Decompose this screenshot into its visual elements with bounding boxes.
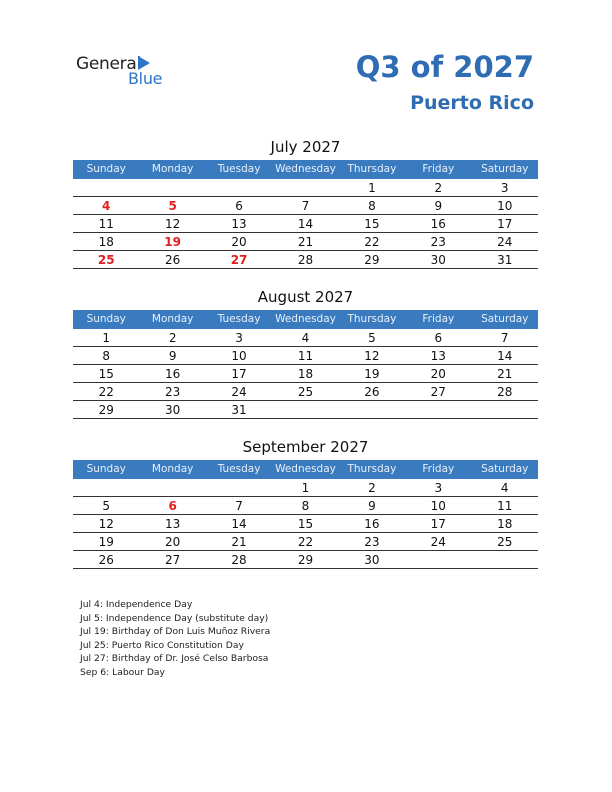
day-cell: 18	[297, 367, 314, 381]
day-cell: 29	[364, 253, 380, 267]
day-cell: 17	[497, 217, 513, 231]
day-cell: 18	[98, 235, 114, 249]
logo-blue-text: Blue	[128, 69, 163, 88]
day-cell	[339, 402, 405, 418]
day-cell: 27	[164, 553, 181, 567]
day-cell: 4	[301, 331, 310, 345]
day-cell: 20	[430, 367, 446, 381]
weekday-label: Thursday	[347, 163, 397, 175]
month-calendar	[73, 136, 538, 269]
logo-general-text: General	[76, 54, 141, 74]
day-cell	[472, 552, 538, 568]
weekday-header	[73, 160, 538, 179]
weekday-label: Sunday	[86, 313, 126, 325]
day-cell: 29	[98, 403, 114, 417]
day-cell: 16	[430, 217, 446, 231]
day-cell	[73, 180, 139, 196]
week-row	[73, 216, 538, 233]
week-row	[73, 402, 538, 419]
weekday-label: Friday	[422, 313, 455, 325]
day-cell: 7	[301, 199, 310, 213]
day-cell: 9	[434, 199, 443, 213]
day-cell: 26	[164, 253, 181, 267]
day-cell: 6	[434, 331, 443, 345]
day-cell: 11	[297, 349, 314, 363]
day-cell: 7	[235, 499, 243, 513]
day-cell: 20	[164, 535, 181, 549]
day-cell: 14	[231, 517, 247, 531]
day-cell: 15	[98, 367, 114, 381]
weekday-label: Sunday	[86, 463, 126, 475]
day-cell: 5	[102, 499, 111, 513]
day-cell: 17	[430, 517, 446, 531]
day-cell: 12	[98, 517, 114, 531]
day-cell: 6	[235, 199, 243, 213]
day-cell: 24	[430, 535, 446, 549]
day-cell: 22	[364, 235, 380, 249]
month-calendar	[73, 286, 538, 419]
week-row	[73, 516, 538, 533]
holiday-note: Jul 4: Independence Day	[80, 599, 193, 610]
holiday-day-cell: 5	[168, 199, 177, 213]
day-cell: 26	[98, 553, 114, 567]
weekday-label: Monday	[151, 313, 194, 325]
weekday-label: Tuesday	[217, 463, 261, 475]
holiday-note: Sep 6: Labour Day	[80, 666, 165, 678]
day-cell: 15	[297, 517, 314, 531]
holiday-day-cell: 19	[164, 235, 181, 249]
day-cell: 19	[364, 367, 380, 381]
day-cell: 10	[430, 499, 446, 513]
day-cell: 28	[231, 553, 247, 567]
day-cell: 14	[297, 217, 314, 231]
day-cell: 9	[168, 349, 177, 363]
day-cell	[472, 402, 538, 418]
day-cell: 8	[102, 349, 111, 363]
day-cell: 19	[98, 535, 114, 549]
day-cell	[405, 402, 471, 418]
day-cell	[272, 180, 338, 196]
week-row	[73, 552, 538, 569]
day-cell: 23	[430, 235, 446, 249]
weekday-label: Monday	[151, 163, 194, 175]
day-cell: 25	[297, 385, 314, 399]
day-cell: 16	[164, 367, 181, 381]
day-cell	[139, 480, 205, 496]
holiday-note: Jul 5: Independence Day (substitute day)	[80, 612, 269, 624]
day-cell: 7	[500, 331, 509, 345]
weekday-label: Saturday	[481, 163, 529, 175]
day-cell	[73, 480, 139, 496]
week-row	[73, 252, 538, 269]
week-row	[73, 366, 538, 383]
weekday-label: Saturday	[481, 463, 529, 475]
day-cell	[272, 402, 338, 418]
day-cell: 10	[231, 349, 247, 363]
week-row	[73, 498, 538, 515]
day-cell: 9	[368, 499, 376, 513]
day-cell: 12	[364, 349, 380, 363]
week-row	[73, 330, 538, 347]
weekday-label: Friday	[422, 463, 455, 475]
day-cell	[405, 552, 471, 568]
holiday-day-cell: 6	[168, 499, 177, 513]
weekday-label: Wednesday	[275, 163, 336, 175]
day-cell: 21	[297, 235, 314, 249]
day-cell: 2	[434, 181, 443, 195]
page-subtitle: Puerto Rico	[410, 92, 534, 114]
day-cell: 18	[497, 517, 513, 531]
day-cell: 3	[434, 481, 443, 495]
holiday-day-cell: 27	[230, 253, 248, 267]
weekday-label: Sunday	[86, 163, 126, 175]
day-cell: 27	[430, 385, 446, 399]
week-row	[73, 384, 538, 401]
day-cell: 10	[497, 199, 513, 213]
weekday-label: Tuesday	[217, 163, 261, 175]
weekday-label: Tuesday	[217, 313, 261, 325]
day-cell: 2	[368, 481, 376, 495]
day-cell: 21	[497, 367, 513, 381]
day-cell: 13	[164, 517, 181, 531]
weekday-header	[73, 310, 538, 329]
day-cell: 1	[301, 481, 310, 495]
day-cell: 29	[297, 553, 314, 567]
month-title: September 2027	[242, 438, 369, 456]
day-cell	[206, 480, 272, 496]
day-cell: 21	[231, 535, 247, 549]
week-row	[73, 234, 538, 251]
day-cell: 28	[497, 385, 513, 399]
day-cell: 25	[497, 535, 513, 549]
day-cell: 2	[168, 331, 177, 345]
month-calendar	[73, 436, 538, 569]
week-row	[73, 480, 538, 497]
day-cell: 24	[497, 235, 513, 249]
day-cell: 26	[364, 385, 380, 399]
weekday-label: Thursday	[347, 313, 397, 325]
day-cell: 30	[164, 403, 181, 417]
week-row	[73, 348, 538, 365]
holiday-note: Jul 19: Birthday of Don Luis Muñoz Rivera	[80, 626, 271, 638]
day-cell: 23	[164, 385, 181, 399]
day-cell: 3	[235, 331, 243, 345]
weekday-label: Friday	[422, 163, 455, 175]
day-cell: 13	[231, 217, 247, 231]
month-title: July 2027	[270, 138, 341, 156]
day-cell: 20	[231, 235, 247, 249]
day-cell: 12	[164, 217, 181, 231]
day-cell: 1	[102, 331, 111, 345]
weekday-header	[73, 460, 538, 479]
day-cell	[139, 180, 205, 196]
day-cell: 28	[297, 253, 314, 267]
weekday-label: Monday	[151, 463, 194, 475]
day-cell: 14	[497, 349, 513, 363]
day-cell: 13	[430, 349, 446, 363]
weekday-label: Wednesday	[275, 463, 336, 475]
day-cell: 17	[231, 367, 247, 381]
holiday-note: Jul 25: Puerto Rico Constitution Day	[80, 639, 244, 651]
day-cell: 31	[497, 253, 513, 267]
day-cell: 22	[297, 535, 314, 549]
page-title: Q3 of 2027	[355, 50, 534, 84]
day-cell: 22	[98, 385, 114, 399]
day-cell: 15	[364, 217, 380, 231]
day-cell: 8	[368, 199, 376, 213]
weekday-label: Thursday	[347, 463, 397, 475]
logo	[76, 54, 176, 88]
day-cell: 11	[497, 499, 513, 513]
day-cell: 23	[364, 535, 380, 549]
day-cell: 3	[500, 181, 509, 195]
day-cell: 5	[368, 331, 376, 345]
day-cell: 8	[301, 499, 310, 513]
week-row	[73, 180, 538, 197]
day-cell	[206, 180, 272, 196]
logo-flag-icon	[138, 56, 150, 70]
day-cell: 30	[364, 553, 380, 567]
week-row	[73, 198, 538, 215]
weekday-label: Wednesday	[275, 313, 336, 325]
month-title: August 2027	[257, 288, 354, 306]
weekday-label: Saturday	[481, 313, 529, 325]
holiday-note: Jul 27: Birthday of Dr. José Celso Barbosa	[80, 653, 269, 665]
day-cell: 11	[98, 217, 114, 231]
holiday-day-cell: 25	[97, 253, 115, 267]
day-cell: 4	[500, 481, 509, 495]
holiday-notes	[80, 598, 270, 680]
day-cell: 30	[430, 253, 446, 267]
day-cell: 16	[364, 517, 380, 531]
day-cell: 31	[231, 403, 247, 417]
day-cell: 1	[368, 181, 376, 195]
holiday-day-cell: 4	[102, 199, 111, 213]
week-row	[73, 534, 538, 551]
day-cell: 24	[231, 385, 247, 399]
